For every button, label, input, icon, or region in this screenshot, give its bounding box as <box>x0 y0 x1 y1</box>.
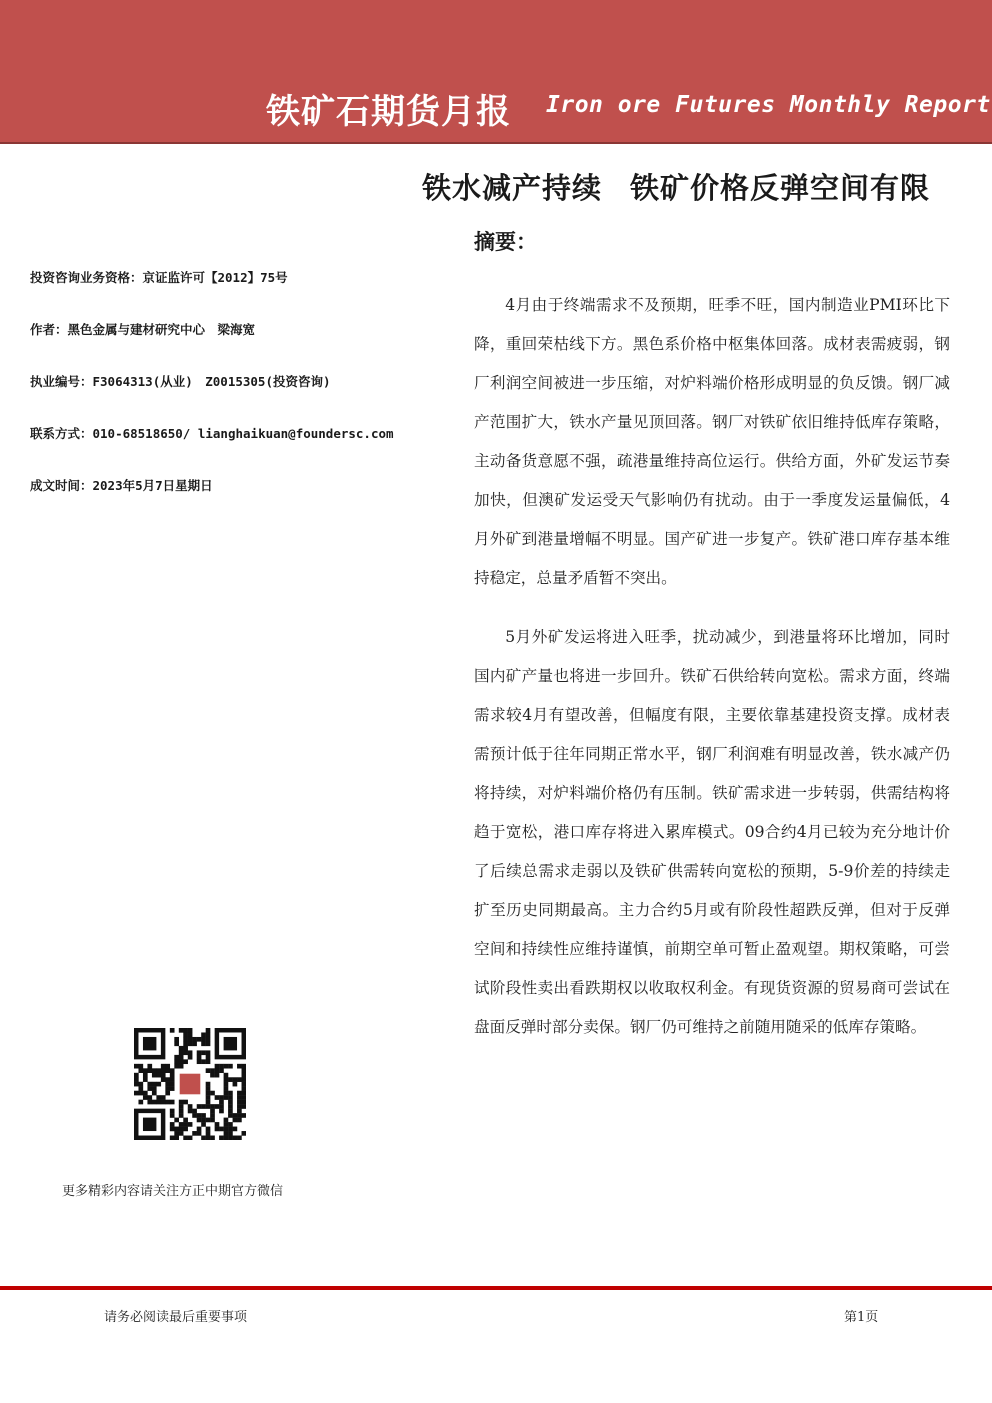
wechat-qr-code <box>134 1028 246 1140</box>
article-headline <box>422 166 930 207</box>
meta-license: 执业编号：F3064313(从业) Z0015305(投资咨询) <box>30 374 331 389</box>
abstract-heading: 摘要： <box>474 230 537 254</box>
meta-date: 成文时间：2023年5月7日星期日 <box>30 478 213 493</box>
abstract-paragraph: 5月外矿发运将进入旺季，扰动减少，到港量将环比增加，同时国内矿产量也将进一步回升。铁矿石供给转向宽松。需求方面，终端需求较4月有望改善，但幅度有限，主要依靠基建投资支撑。成材表需预计低于往年同期正常水平，钢厂利润难有明显改善，铁水减产仍将持续，对炉料端价格仍有压制。铁矿需求进一步转弱，供需结构将趋于宽松，港口库存将进入累库模式。09合约4月已较为充分地计价了后续总需求走弱以及铁矿供需转向宽松的预期，5-9价差的持续走扩至历史同期最高。主力合约5月或有阶段性超跌反弹，但对于反弹空间和持续性应维持谨慎，前期空单可暂止盈观望。期权策略，可尝试阶段性卖出看跌期权以收取权利金。有现货资源的贸易商可尝试在盘面反弹时部分卖保。钢厂仍可维持之前随用随采的低库存策略。 <box>474 628 950 1036</box>
qr-caption: 更多精彩内容请关注方正中期官方微信 <box>62 1184 284 1199</box>
headline-part-2: 铁矿价格反弹空间有限 <box>630 171 931 205</box>
report-title-en: Iron ore Futures Monthly Report <box>546 92 991 118</box>
meta-author: 作者：黑色金属与建材研究中心 梁海宽 <box>30 322 256 337</box>
abstract-paragraph: 4月由于终端需求不及预期，旺季不旺，国内制造业PMI环比下降，重回荣枯线下方。黑色系价格中枢集体回落。成材表需疲弱，钢厂利润空间被进一步压缩，对炉料端价格形成明显的负反馈。钢厂减产范围扩大，铁水产量见顶回落。钢厂对铁矿依旧维持低库存策略，主动备货意愿不强，疏港量维持高位运行。供给方面，外矿发运节奏加快，但澳矿发运受天气影响仍有扰动。由于一季度发运量偏低，4月外矿到港量增幅不明显。国产矿进一步复产。铁矿港口库存基本维持稳定，总量矛盾暂不突出。 <box>474 296 950 587</box>
report-title-cn: 铁矿石期货月报 <box>266 92 511 132</box>
report-meta-block <box>30 268 430 528</box>
headline-part-1: 铁水减产持续 <box>422 171 603 205</box>
footer-disclaimer-note: 请务必阅读最后重要事项 <box>104 1310 248 1325</box>
meta-contact: 联系方式：010-68518650/ lianghaikuan@foundersc.com <box>30 426 394 441</box>
abstract-body <box>474 286 950 1047</box>
page-number: 第1页 <box>844 1310 879 1325</box>
report-header-banner <box>0 0 992 144</box>
qr-code-image <box>134 1028 246 1140</box>
footer-divider <box>0 1286 992 1290</box>
meta-qualification: 投资咨询业务资格：京证监许可【2012】75号 <box>30 270 288 285</box>
